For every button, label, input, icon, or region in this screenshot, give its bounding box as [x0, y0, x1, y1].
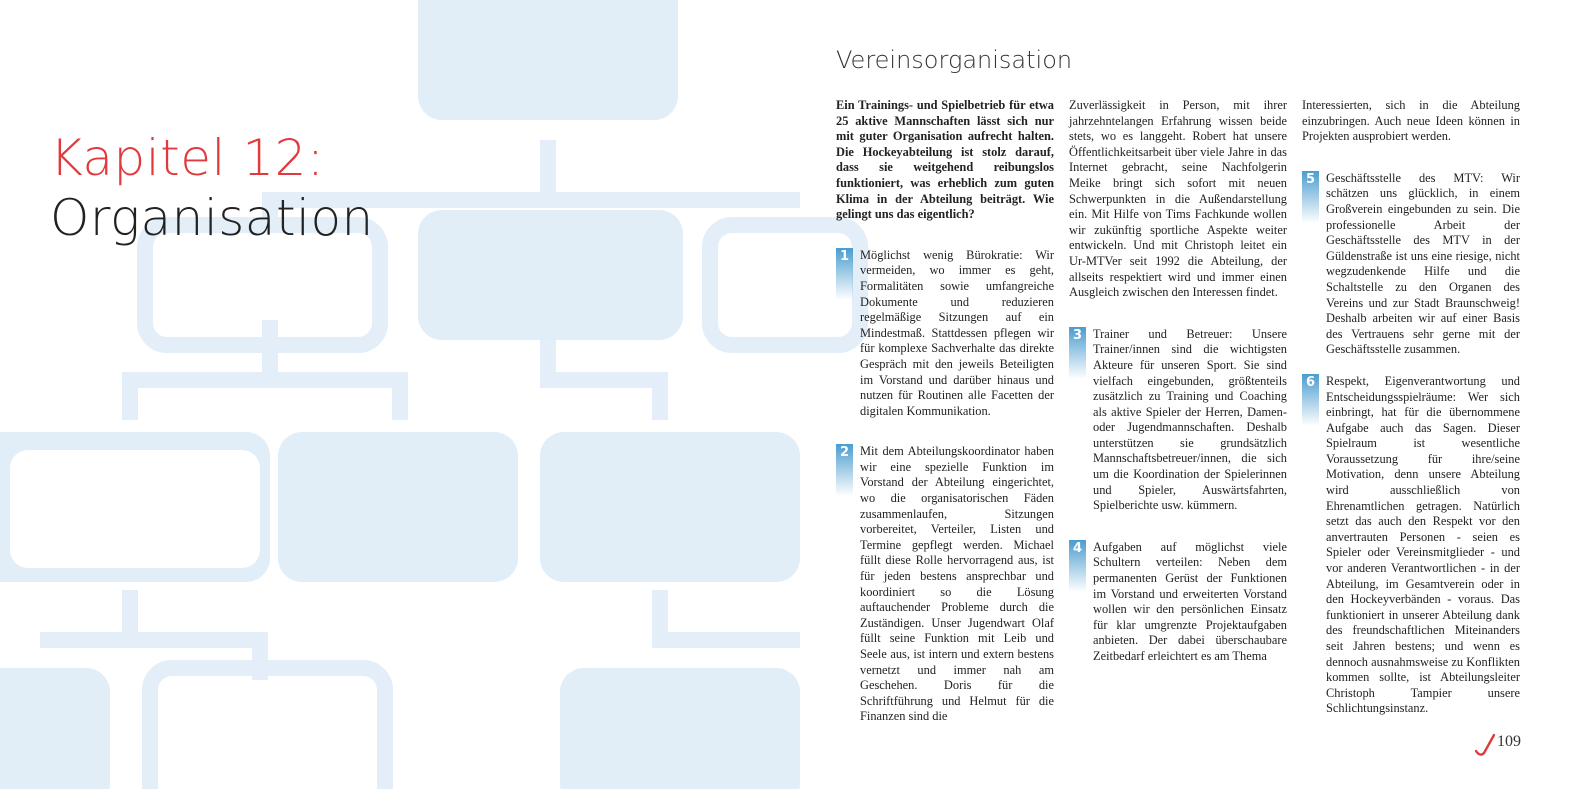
list-item: [1069, 327, 1287, 514]
item-number-badge: 5: [1302, 171, 1319, 223]
continued-text: Interessierten, sich in die Abteilung einzubringen. Auch neue Ideen können in Projekten ausprobiert werden.: [1302, 98, 1520, 144]
list-item: [1302, 171, 1520, 358]
item-number-badge: 3: [1069, 327, 1086, 379]
chapter-title: Organisation: [50, 189, 374, 247]
chapter-label: Kapitel 12:: [50, 129, 325, 187]
list-item: [836, 248, 1054, 420]
list-item: [1069, 540, 1287, 665]
section-title: Vereinsorganisation: [836, 46, 1073, 74]
chapter-heading: [50, 128, 374, 248]
item-number-badge: 1: [836, 248, 853, 300]
list-item: [1302, 374, 1520, 717]
hockey-stick-icon: [1474, 733, 1496, 757]
list-item: [836, 444, 1054, 725]
text-column-3: [1302, 98, 1520, 717]
item-number-badge: 6: [1302, 374, 1319, 426]
continued-text: Zuverlässigkeit in Person, mit ihrer jahrzehntelangen Erfahrung wissen beide stets, wo es langgeht. Robert hat unsere Öffentlichkeitsarbeit über viele Jahre in das Internet gebracht, seine Nachfolgerin Meike bringt sich sofort mit neuen Schwerpunkten in die Außendarstellung ein. Mit Hilfe von Tims Fachkunde wollen wir zukünftig sportliche Aspekte weiter entwickeln. Und mit Christoph leitet ein Ur-MTVer seit 1992 die Abteilung, der allseits respektiert wird und immer einen Ausgleich zwischen den Interessen findet.: [1069, 98, 1287, 300]
page-number: 109: [1497, 733, 1521, 750]
text-column-2: [1069, 98, 1287, 665]
item-text: Trainer und Betreuer: Unsere Trainer/innen sind die wichtigsten Akteure für unseren Sport. Sie sind vielfach eingebunden, größtenteils zusätzlich zu Training und Coaching als aktive Spieler der Herren, Damen- oder Jugendmannschaften. Deshalb unterstützen sie grundsätzlich Mannschaftsbetreuer/innen, die sich um die Koordination der Spielerinnen und Spieler, Auswärtsfahrten, Spielberichte usw. kümmern.: [1093, 326, 1287, 513]
text-column-1: [836, 98, 1054, 725]
item-text: Mit dem Abteilungskoordinator haben wir eine spezielle Funktion im Vorstand der Abteilung eingerichtet, wo die organisatorischen Fäden zusammenlaufen, Sitzungen vorbereitet, Verteiler, Listen und Termine gepflegt werden. Michael füllt diese Rolle hervorragend aus, ist für jeden bestens ansprechbar und koordiniert so die Lösung auftauchender Probleme durch die Zuständigen. Unser Jugendwart Olaf füllt seine Funktion mit Leib und Seele aus, ist intern und extern bestens vernetzt und immer nah am Geschehen. Doris für die Schriftführung und Helmut für die Finanzen sind die: [860, 444, 1054, 724]
item-text: Möglichst wenig Bürokratie: Wir vermeiden, wo immer es geht, Formalitäten sowie umfangreiche Dokumente und reduzieren regelmäßige Sitzungen auf ein Mindestmaß. Stattdessen pflegen wir für komplexe Sachverhalte das direkte Gespräch mit den jeweils Beteiligten im Vorstand und darüber hinaus und nutzen für Routinen alle Facetten der digitalen Kommunikation.: [860, 247, 1054, 418]
item-text: Aufgaben auf möglichst viele Schultern verteilen: Neben dem permanenten Gerüst der Funktionen im Vorstand und erweiterten Vorstand wollen wir den persönlichen Einsatz für klar umgrenzte Projektaufgaben anbieten. Der dabei überschaubare Zeitbedarf erleichtert es am Thema: [1093, 539, 1287, 663]
item-text: Geschäftsstelle des MTV: Wir schätzen uns glücklich, in einem Großverein eingebunden zu sein. Die professionelle Arbeit der Geschäftsstelle des MTV in der Güldenstraße ist uns eine riesige, nicht wegzudenkende Hilfe und die Schaltstelle zu den Organen des Vereins und zur Stadt Braunschweig! Deshalb arbeiten wir auf einer Basis des Vertrauens sehr gerne mit der Geschäftsstelle zusammen.: [1326, 170, 1520, 357]
lead-paragraph: Ein Trainings- und Spielbetrieb für etwa 25 aktive Mannschaften lässt sich nur mit guter Organisation aufrecht halten. Die Hockeyabteilung ist stolz darauf, dass sie weitgehend reibungslos funktioniert, was erheblich zum guten Klima in der Abteilung beiträgt. Wie gelingt uns das eigentlich?: [836, 98, 1054, 222]
item-number-badge: 4: [1069, 540, 1086, 592]
item-number-badge: 2: [836, 444, 853, 496]
item-text: Respekt, Eigenverantwortung und Entscheidungsspielräume: Wer sich einbringt, hat für die übernommene Aufgabe auch das Sagen. Dieser Spielraum ist wesentliche Voraussetzung für ihre/seine Motivation, denn unsere Abteilung wird ausschließlich von Ehrenamtlichen getragen. Natürlich setzt das auch den Respekt vor den anvertrauten Personen - seien es Spieler oder Vereinsmitglieder - und vor anderen Verantwortlichen - in der Abteilung, im Gesamtverein oder in den Hockeyverbänden - voraus. Das funktioniert in unserer Abteilung dank des freundschaftlichen Miteinanders seit Jahren bestens; und wenn es dennoch ausnahmsweise zu Konflikten kommen sollte, ist Abteilungsleiter Christoph Tampier unsere Schlichtungsinstanz.: [1326, 373, 1520, 716]
